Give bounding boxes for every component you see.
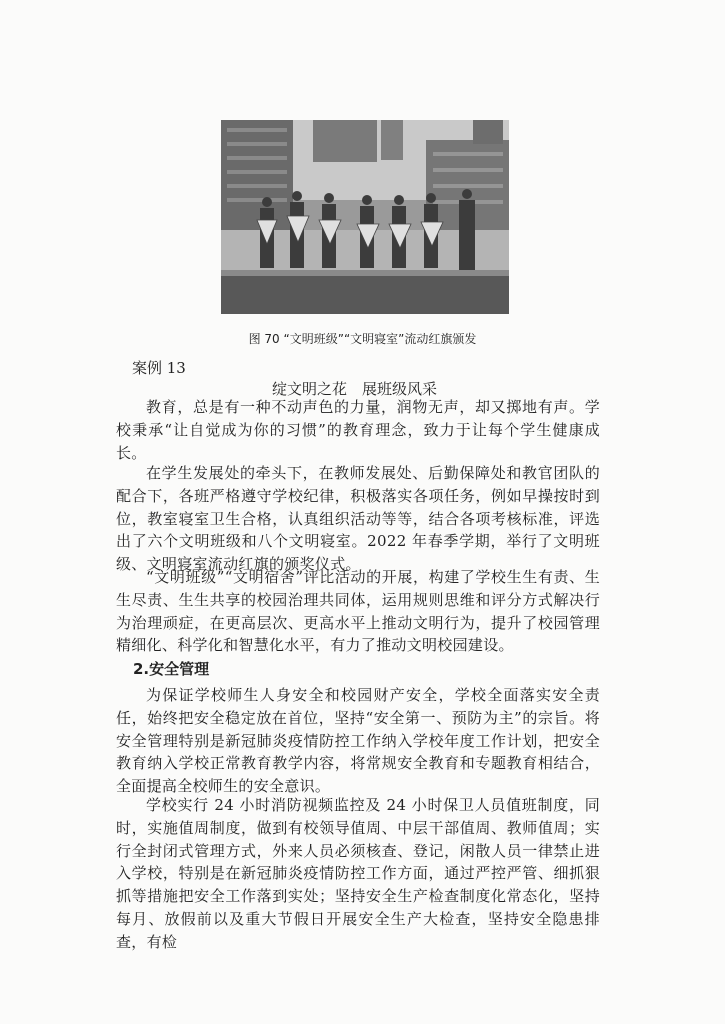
paragraph-safety-1: 为保证学校师生人身安全和校园财产安全，学校全面落实安全责任，始终把安全稳定放在首位，坚持“安全第一、预防为主”的宗旨。将安全管理特别是新冠肺炎疫情防控工作纳入学校年度工作计划，把安全教育纳入学校正常教育教学内容，将常规安全教育和专题教育相结合，全面提高全校师生的安全意识。 xyxy=(116,686,600,796)
case-label: 案例 13 xyxy=(132,359,186,377)
paragraph-case-2: 在学生发展处的牵头下，在教师发展处、后勤保障处和教官团队的配合下，各班严格遵守学校纪律，积极落实各项任务，例如早操按时到位，教室寝室卫生合格，认真组织活动等等，结合各项考核标准，评选出了六个文明班级和八个文明寝室。2022 年春季学期，举行了文明班级、文明寝室流动红旗的颁奖仪式。 xyxy=(116,464,600,574)
section-title: 2.安全管理 xyxy=(133,660,210,678)
case-title: 绽文明之花 展班级风采 xyxy=(272,380,438,398)
figure-caption: 图 70 “文明班级”“文明寝室”流动红旗颁发 xyxy=(248,332,477,346)
paragraph-safety-2: 学校实行 24 小时消防视频监控及 24 小时保卫人员值班制度，同时，实施值周制度，做到有校领导值周、中层干部值周、教师值周；实行全封闭式管理方式，外来人员必须核查、登记，闲散人员一律禁止进入学校，特别是在新冠肺炎疫情防控工作方面，通过严控严管、细抓狠抓等措施把安全工作落到实处；坚持安全生产检查制度化常态化，坚持每月、放假前以及重大节假日开展安全生产大检查，坚持安全隐患排查，有检 xyxy=(116,796,600,951)
award-ceremony-photo xyxy=(221,120,509,314)
paragraph-case-1: 教育，总是有一种不动声色的力量，润物无声，却又掷地有声。学校秉承“让自觉成为你的习惯”的教育理念，致力于让每个学生健康成长。 xyxy=(116,398,600,462)
paragraph-case-3: “文明班级”“文明宿舍”评比活动的开展，构建了学校生生有责、生生尽责、生生共享的校园治理共同体，运用规则思维和评分方式解决行为治理顽症，在更高层次、更高水平上推动文明行为，提升了校园管理精细化、科学化和智慧化水平，有力了推动文明校园建设。 xyxy=(116,568,600,655)
photo-drawing xyxy=(221,120,509,314)
